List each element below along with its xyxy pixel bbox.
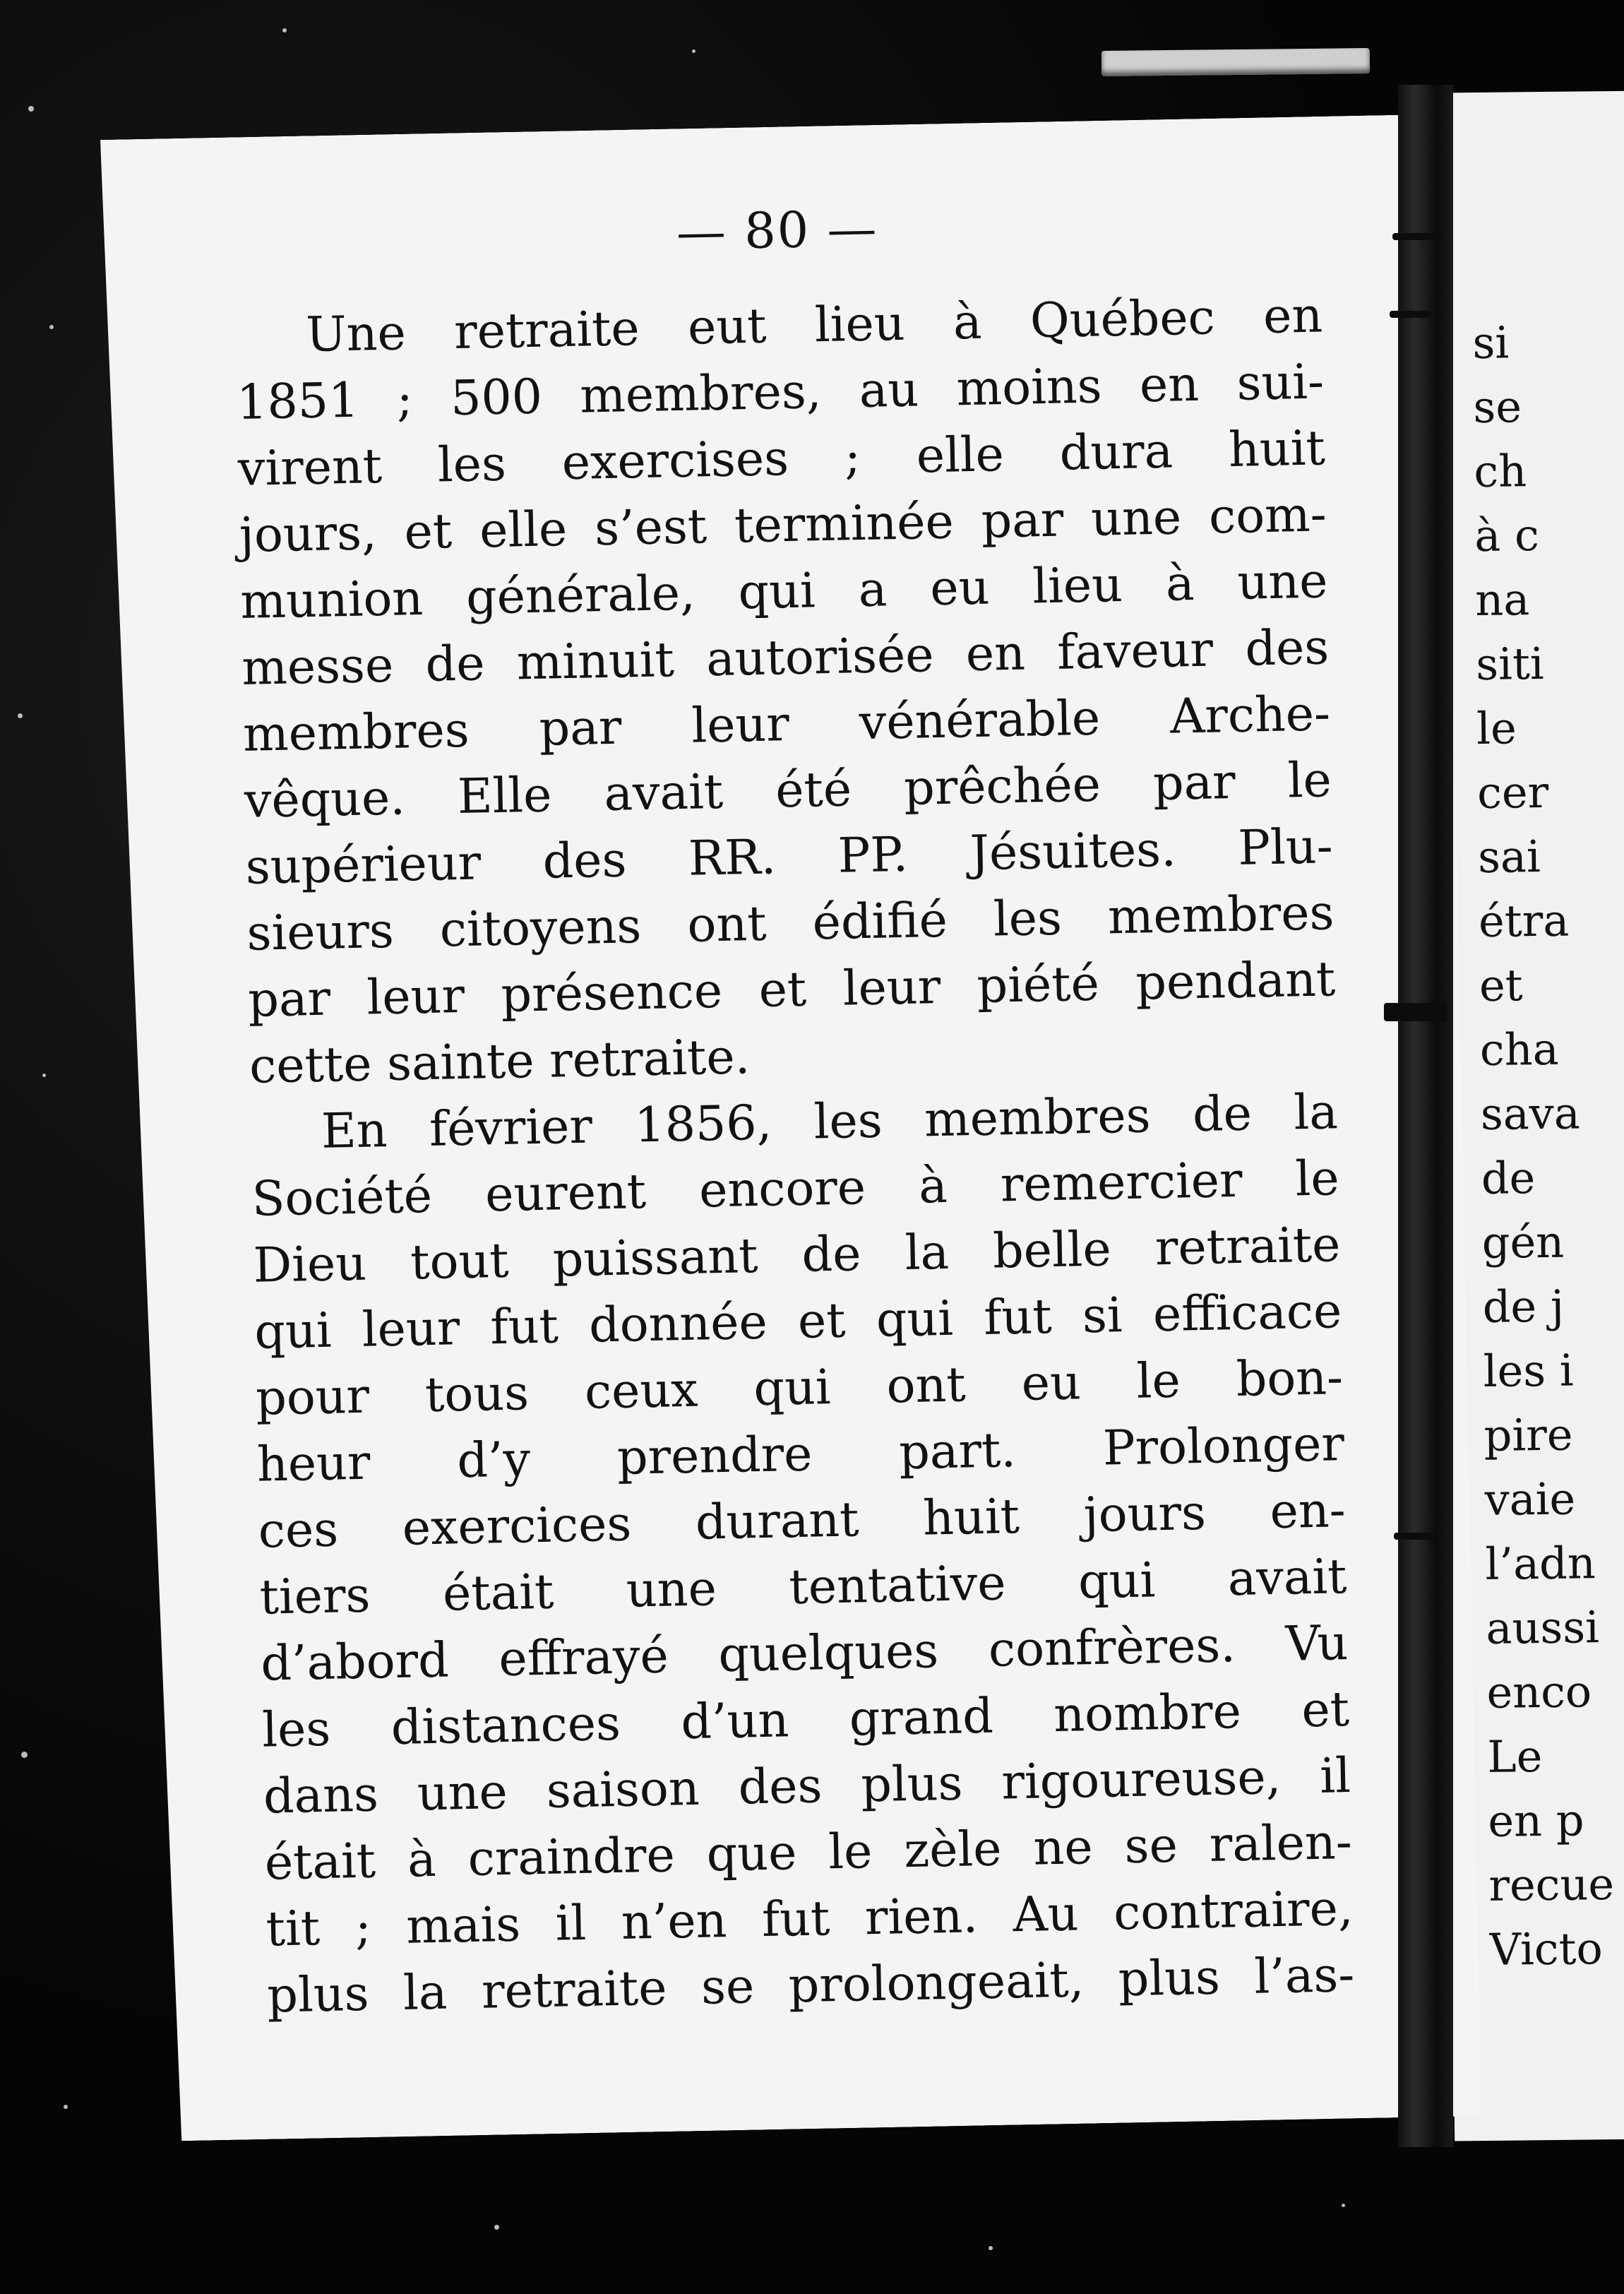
text-fragment: si — [1472, 316, 1510, 369]
text-fragment: de — [1481, 1152, 1536, 1204]
text-fragment: Victo — [1488, 1922, 1604, 1975]
text-fragment: étra — [1478, 894, 1570, 947]
text-fragment: sai — [1477, 831, 1541, 883]
dust-speck — [49, 325, 54, 329]
text-line: tit ; mais il n’en fut rien. Au contraire, — [265, 1880, 1354, 1958]
text-line: messe de minuit autorisée en faveur des — [241, 619, 1330, 696]
dust-speck — [692, 49, 695, 53]
text-line: supérieur des RR. PP. Jésuites. Plu- — [245, 819, 1334, 896]
text-line: pour tous ceux qui ont eu le bon- — [255, 1350, 1344, 1427]
text-line: était à craindre que le zèle ne se ralen- — [264, 1814, 1353, 1891]
text-line: qui leur fut donnée et qui fut si efficace — [253, 1283, 1342, 1360]
dust-speck — [42, 1074, 46, 1077]
book-gutter — [1398, 85, 1453, 2147]
text-line: plus la retraite se prolongeait, plus l’as- — [266, 1947, 1355, 2024]
binding-stitch — [1392, 233, 1442, 240]
text-fragment: siti — [1475, 637, 1545, 690]
dust-speck — [282, 28, 287, 32]
text-line: membres par leur vénérable Arche- — [242, 686, 1331, 763]
dust-speck — [28, 106, 34, 112]
text-line: jours, et elle s’est terminée par une com- — [239, 487, 1327, 564]
text-line: par leur présence et leur piété pendant — [247, 951, 1336, 1028]
binding-stitch — [1384, 1003, 1447, 1021]
text-line: 1851 ; 500 membres, au moins en sui- — [236, 354, 1325, 431]
text-line: sieurs citoyens ont édifié les membres — [246, 885, 1335, 962]
binding-strip — [1101, 48, 1370, 76]
text-fragment: se — [1473, 381, 1522, 433]
left-page-content — [233, 191, 1355, 2029]
text-fragment: les i — [1483, 1344, 1574, 1397]
text-fragment: na — [1474, 574, 1530, 626]
text-line: vêque. Elle avait été prêchée par le — [244, 752, 1332, 829]
binding-stitch — [1394, 1533, 1436, 1540]
text-fragment: recue — [1488, 1858, 1615, 1911]
text-fragment: à c — [1474, 509, 1540, 561]
text-fragment: aussi — [1486, 1601, 1600, 1654]
page-number: — 80 — — [676, 199, 879, 261]
text-line: d’abord effrayé quelques confrères. Vu — [260, 1615, 1349, 1692]
text-fragment: de j — [1482, 1280, 1565, 1333]
text-line: les distances d’un grand nombre et — [261, 1682, 1350, 1759]
text-line: Une retraite eut lieu à Québec en — [305, 287, 1323, 364]
dust-speck — [989, 2246, 993, 2250]
dust-speck — [494, 2225, 499, 2230]
text-fragment: ch — [1474, 445, 1527, 497]
text-fragment: l’adn — [1485, 1537, 1596, 1590]
dust-speck — [18, 713, 23, 718]
text-fragment: Le — [1487, 1730, 1543, 1783]
text-line: heur d’y prendre part. Prolonger — [256, 1416, 1345, 1493]
text-fragment: en p — [1488, 1794, 1584, 1847]
dust-speck — [1342, 2204, 1345, 2207]
text-fragment: cer — [1476, 766, 1549, 819]
text-line: ces exercices durant huit jours en- — [258, 1482, 1347, 1559]
text-line: cette sainte retraite. — [249, 1029, 751, 1095]
dust-speck — [21, 1752, 28, 1758]
text-line: virent les exercises ; elle dura huit — [237, 420, 1326, 497]
paragraph-1 — [234, 283, 1337, 1100]
text-line: dans une saison des plus rigoureuse, il — [263, 1748, 1351, 1825]
text-fragment: enco — [1486, 1665, 1592, 1718]
text-fragment: gén — [1481, 1216, 1565, 1268]
paragraph-2 — [250, 1079, 1355, 2029]
text-line: munion générale, qui a eu lieu à une — [239, 553, 1329, 630]
right-page-content — [1472, 309, 1624, 1982]
dust-speck — [64, 2105, 68, 2109]
text-fragment: et — [1479, 959, 1523, 1011]
text-fragment: cha — [1479, 1023, 1559, 1076]
text-fragment: le — [1476, 702, 1517, 754]
text-line: tiers était une tentative qui avait — [258, 1549, 1348, 1626]
binding-stitch — [1390, 311, 1432, 318]
text-line: Dieu tout puissant de la belle retraite — [252, 1217, 1342, 1294]
text-fragment: sava — [1480, 1087, 1581, 1140]
text-line: Société eurent encore à remercier le — [251, 1151, 1340, 1228]
text-fragment: vaie — [1484, 1473, 1576, 1526]
text-line: En février 1856, les membres de la — [321, 1084, 1339, 1160]
text-fragment: pire — [1483, 1408, 1573, 1461]
